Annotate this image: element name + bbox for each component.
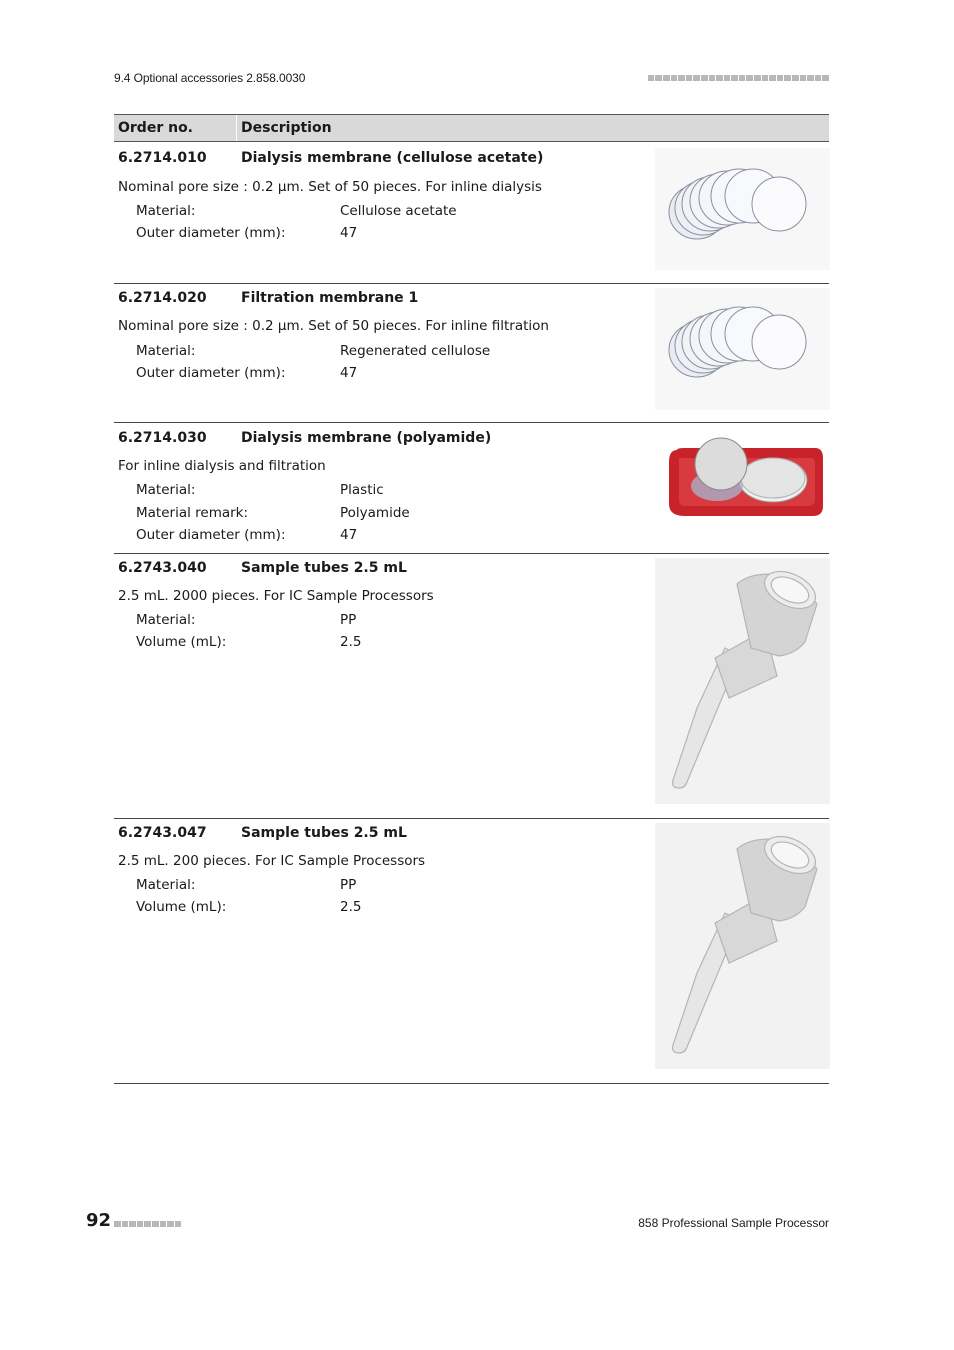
property-value: 47 [340, 527, 358, 543]
order-number: 6.2714.020 [118, 290, 207, 306]
item-title: Dialysis membrane (polyamide) [241, 430, 492, 446]
property-value: 2.5 [340, 899, 362, 915]
property-value: Cellulose acetate [340, 203, 457, 219]
table-row [114, 819, 829, 1069]
property-value: Regenerated cellulose [340, 343, 491, 359]
property-value: 47 [340, 225, 358, 241]
membrane-stack-image [655, 288, 830, 410]
property-value: Plastic [340, 482, 384, 498]
property-label: Outer diameter (mm): [136, 365, 286, 381]
order-number: 6.2743.040 [118, 560, 207, 576]
item-description: Nominal pore size : 0.2 µm. Set of 50 pieces. For inline filtration [118, 318, 549, 334]
table-row [114, 424, 829, 552]
property-label: Material: [136, 343, 196, 359]
item-description: 2.5 mL. 2000 pieces. For IC Sample Processors [118, 588, 434, 604]
item-title: Dialysis membrane (cellulose acetate) [241, 150, 544, 166]
order-number: 6.2743.047 [118, 825, 207, 841]
row-divider [114, 422, 829, 423]
table-bottom-rule [114, 1083, 829, 1084]
item-description: Nominal pore size : 0.2 µm. Set of 50 pieces. For inline dialysis [118, 179, 542, 195]
property-label: Volume (mL): [136, 634, 227, 650]
order-number: 6.2714.030 [118, 430, 207, 446]
header-decor-squares [648, 75, 829, 81]
item-title: Sample tubes 2.5 mL [241, 560, 407, 576]
sample-tube-image [655, 823, 830, 1069]
property-label: Material: [136, 203, 196, 219]
property-value: Polyamide [340, 505, 410, 521]
property-value: 2.5 [340, 634, 362, 650]
table-row [114, 554, 829, 804]
footer-decor-squares [114, 1221, 181, 1227]
property-label: Material: [136, 482, 196, 498]
column-divider [236, 115, 237, 141]
running-header-section: 9.4 Optional accessories 2.858.0030 [114, 71, 306, 85]
property-value: PP [340, 877, 357, 893]
property-label: Material: [136, 877, 196, 893]
item-description: For inline dialysis and filtration [118, 458, 326, 474]
property-label: Material remark: [136, 505, 249, 521]
property-label: Outer diameter (mm): [136, 225, 286, 241]
sample-tube-image [655, 558, 830, 804]
property-value: 47 [340, 365, 358, 381]
order-number: 6.2714.010 [118, 150, 207, 166]
membrane-stack-image [655, 148, 830, 270]
item-title: Filtration membrane 1 [241, 290, 419, 306]
property-value: PP [340, 612, 357, 628]
column-header-order: Order no. [118, 120, 194, 136]
footer-product-name: 858 Professional Sample Processor [638, 1216, 829, 1230]
property-label: Outer diameter (mm): [136, 527, 286, 543]
item-description: 2.5 mL. 200 pieces. For IC Sample Processors [118, 853, 426, 869]
table-header [114, 114, 829, 142]
page-number: 92 [86, 1210, 112, 1231]
table-row [114, 144, 829, 270]
table-row [114, 284, 829, 410]
property-label: Volume (mL): [136, 899, 227, 915]
column-header-description: Description [241, 120, 332, 136]
membrane-tray-image [655, 428, 830, 528]
property-label: Material: [136, 612, 196, 628]
item-title: Sample tubes 2.5 mL [241, 825, 407, 841]
